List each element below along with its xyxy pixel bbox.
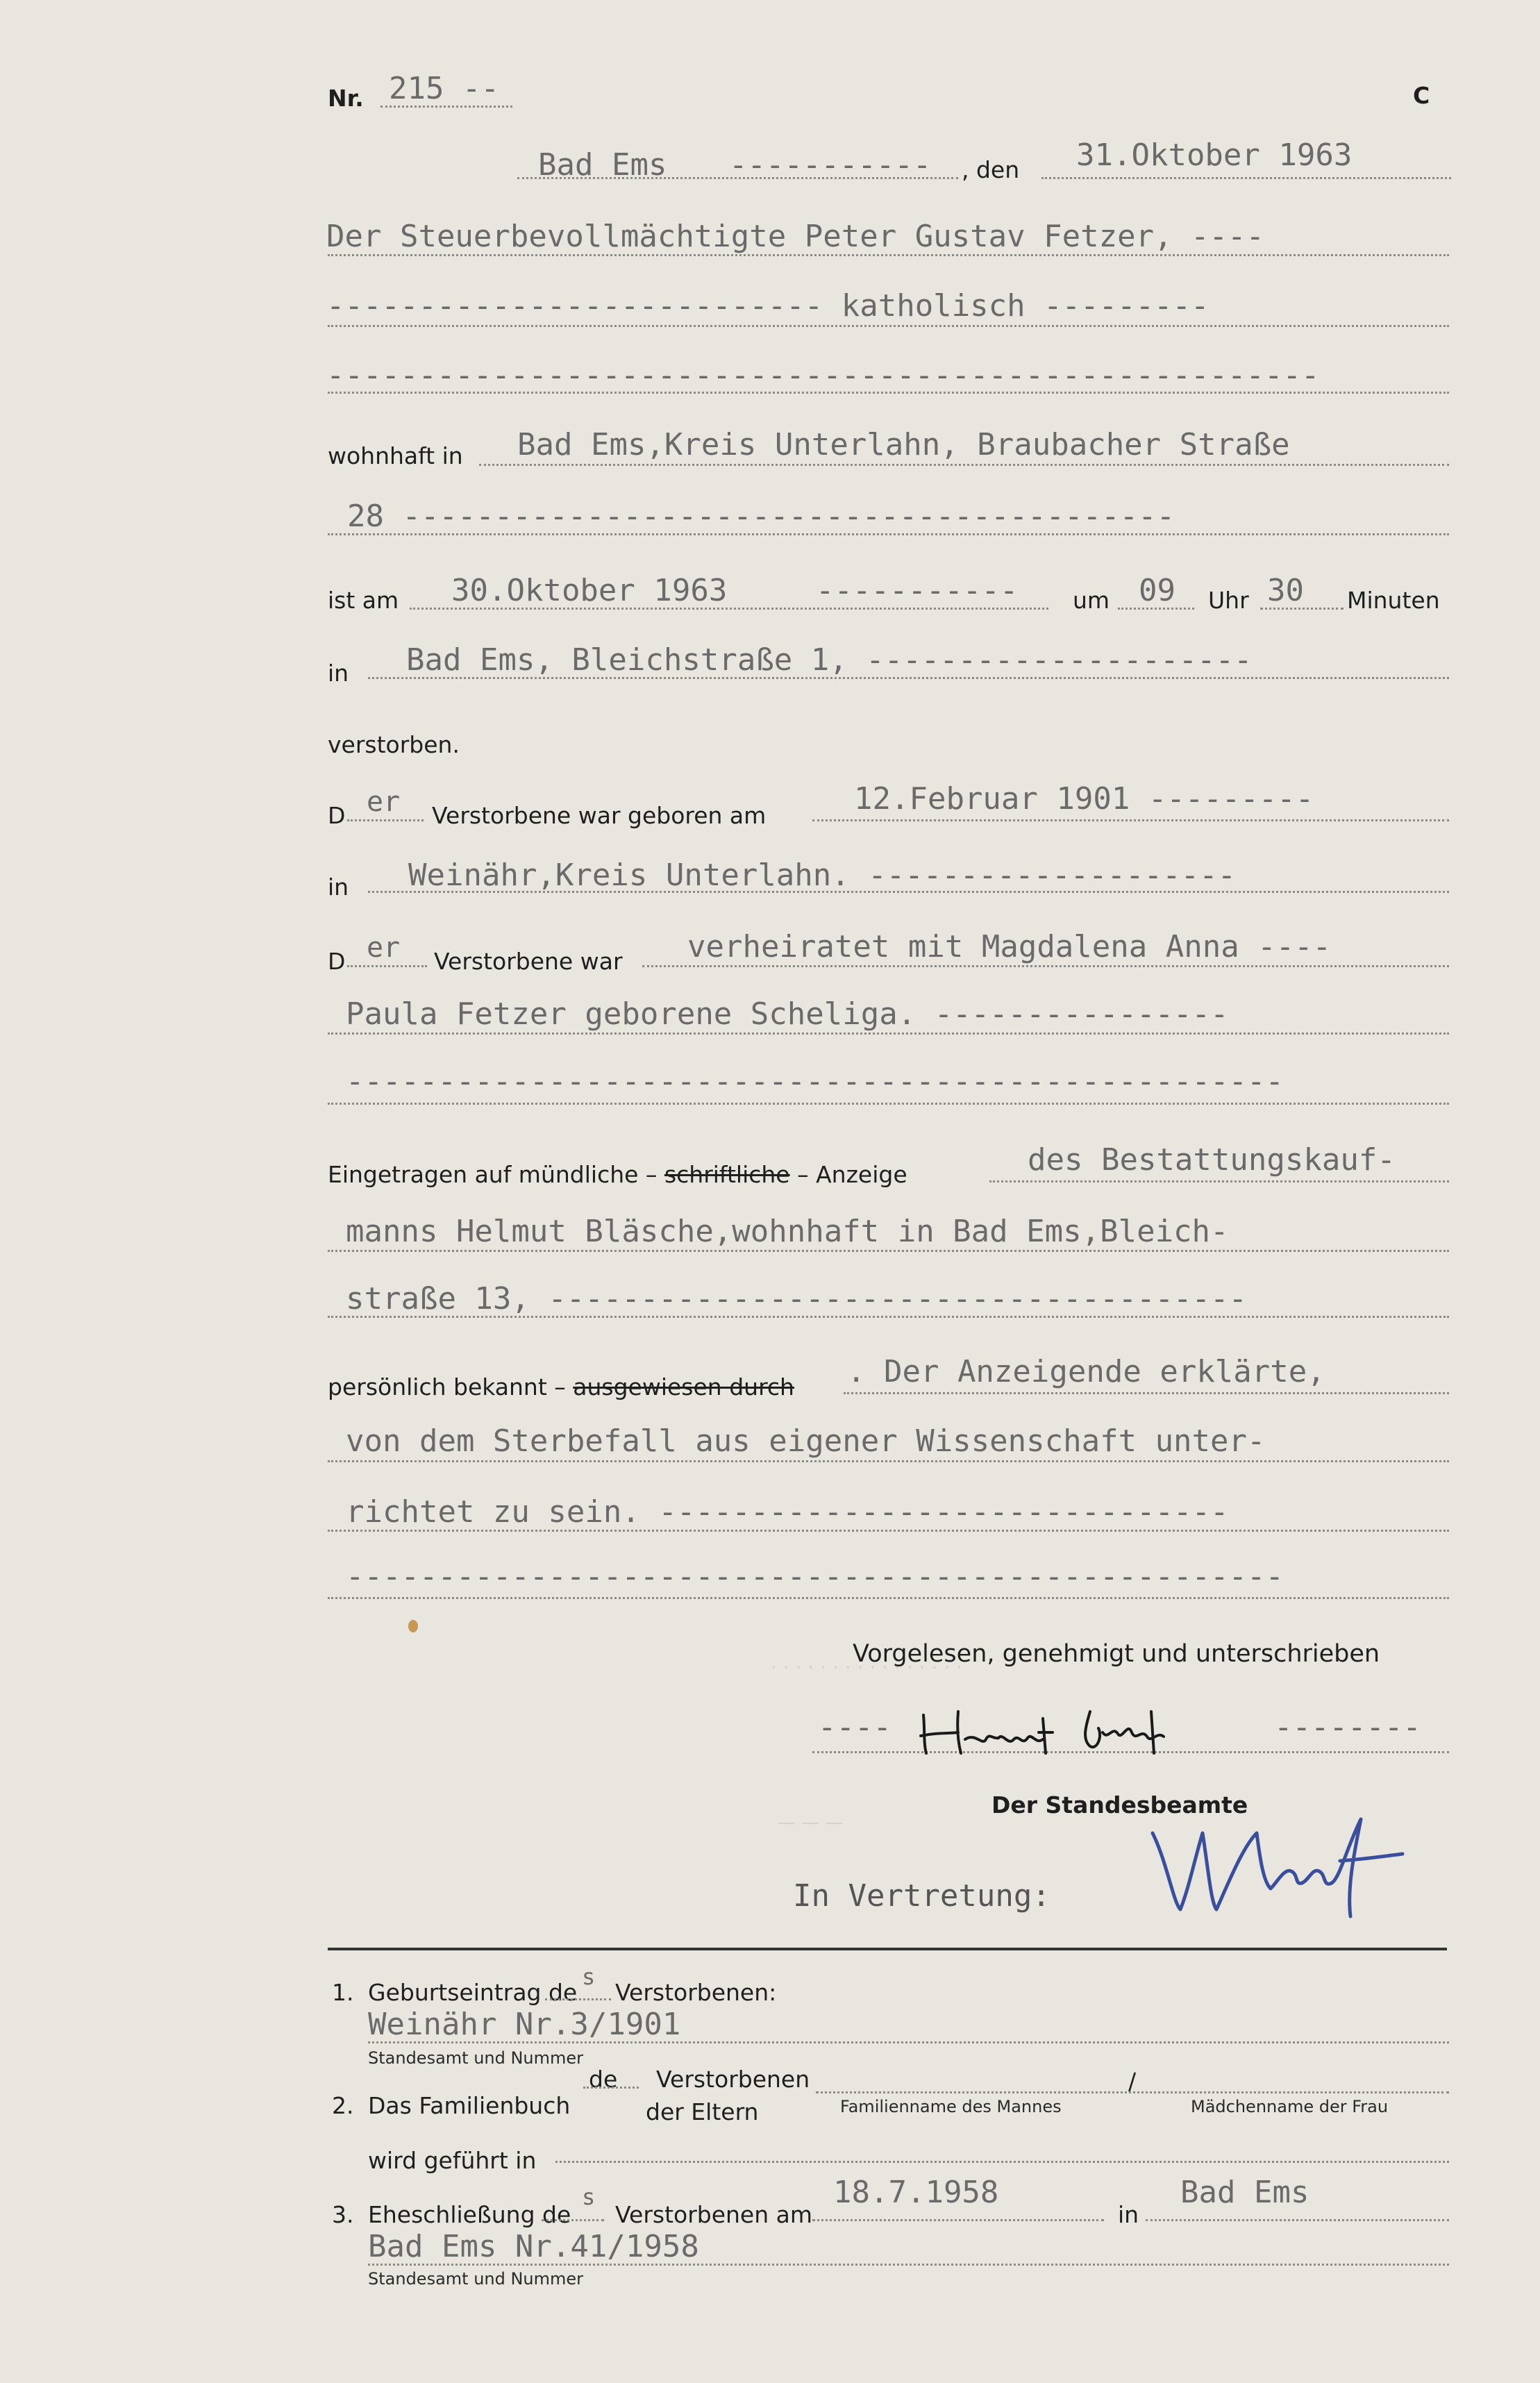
registered-label-part-1: Eingetragen auf mündliche – [328,1161,658,1188]
registered-label [328,1161,907,1188]
death-date-dashes: ----------- [816,573,1019,608]
known-line-4: --------------------------------------------------- [346,1559,1284,1594]
note-3-value: Bad Ems Nr.41/1958 [368,2229,699,2264]
known-line-3: richtet zu sein. ------------------------------- [346,1494,1229,1530]
in-label: in [328,660,349,687]
dotted-line [328,392,1449,394]
known-label-part-1: persönlich bekannt – [328,1373,566,1400]
ist-am-label: ist am [328,587,399,614]
place-of-record: Bad Ems [538,147,667,183]
registered-label-struck: schriftliche [664,1161,790,1188]
note-3-label-a: Eheschließung de [368,2201,571,2228]
signature-dashes-left: ---- [818,1709,892,1745]
note-3-label-b: Verstorbenen am [615,2201,813,2228]
note-2-caption-frau: Mädchenname der Frau [1191,2097,1389,2116]
dotted-line [328,254,1449,256]
note-2-number: 2. [332,2092,354,2119]
record-date: 31.Oktober 1963 [1076,137,1353,173]
registrar-signature [1139,1805,1486,1923]
uhr-label: Uhr [1208,587,1249,614]
marital-line-2: Paula Fetzer geborene Scheliga. ---------------- [346,996,1229,1032]
signature-dashes-right: -------- [1274,1709,1421,1745]
note-2-slash: / [1128,2068,1137,2095]
note-1-value: Weinähr Nr.3/1901 [368,2007,681,2042]
section-divider [328,1948,1447,1950]
vorgelesen-text: Vorgelesen, genehmigt und unterschrieben [853,1640,1380,1668]
marital-label: Verstorbene war [434,948,623,975]
note-2-verstorbenen: Verstorbenen [656,2066,810,2093]
birth-d-label: D [328,802,346,829]
minuten-label: Minuten [1347,587,1440,614]
dotted-line [368,2264,1449,2266]
um-label: um [1073,587,1110,614]
known-label-struck: ausgewiesen durch [573,1373,794,1400]
note-1-caption: Standesamt und Nummer [368,2048,584,2068]
registered-line-1: des Bestattungskauf- [1028,1142,1396,1178]
dotted-line [328,1032,1449,1035]
registered-line-3: straße 13, -------------------------------------- [346,1281,1248,1316]
note-3-caption: Standesamt und Nummer [368,2269,584,2289]
note-1-suffix: s [582,1964,596,1990]
registered-line-2: manns Helmut Bläsche,wohnhaft in Bad Ems,Bleich- [346,1214,1229,1249]
stain-mark [408,1620,418,1632]
note-1-label-a: Geburtseintrag de [368,1979,578,2006]
dotted-line [328,533,1449,535]
nr-label: Nr. [328,85,364,112]
residence-line-2: 28 ------------------------------------------ [347,499,1175,534]
note-1-number: 1. [332,1979,354,2006]
dotted-line [812,2219,1104,2221]
dotted-line [347,965,427,967]
nr-value: 215 -- [389,71,499,106]
dotted-line [844,1392,1449,1394]
dotted-line [642,965,1449,967]
note-3-place: Bad Ems [1180,2175,1309,2210]
dotted-line [347,819,424,821]
declarant-line-2: --------------------------- katholisch --------- [326,288,1210,324]
note-3-date: 18.7.1958 [833,2175,999,2210]
bleed-through-text: — — — [778,1812,844,1833]
marital-d-label: D [328,948,346,975]
place-dashes: ----------- [729,147,932,183]
dotted-line [479,464,1449,466]
note-2-caption-mann: Familienname des Mannes [840,2097,1062,2116]
note-3-in: in [1118,2201,1139,2228]
note-2-eltern: der Eltern [646,2098,759,2125]
den-label: , den [962,156,1020,183]
dotted-line [328,325,1449,327]
dotted-line [1146,2219,1449,2221]
dotted-line [328,1316,1449,1318]
registered-label-part-2: – Anzeige [797,1161,907,1188]
residence-label: wohnhaft in [328,442,463,469]
dotted-line [328,1530,1449,1532]
dotted-line [328,1460,1449,1462]
born-label: Verstorbene war geboren am [432,802,767,829]
note-2-label: Das Familienbuch [368,2092,571,2119]
declarant-line-1: Der Steuerbevollmächtigte Peter Gustav Fetzer, ---- [326,219,1265,254]
note-3-suffix: s [582,2184,596,2210]
note-1-label-b: Verstorbenen: [615,1979,777,2006]
note-2-gefuehrt: wird geführt in [368,2147,537,2174]
verstorben-label: verstorben. [328,731,460,758]
standesbeamte-label: Der Standesbeamte [991,1791,1248,1818]
declarant-line-3: ------------------------------------------------------ [326,358,1320,393]
birth-d-suffix: er [367,786,401,818]
dotted-line [545,1998,611,2000]
death-place: Bad Ems, Bleichstraße 1, --------------------- [406,642,1253,678]
known-label [328,1373,794,1400]
dotted-line [328,1597,1449,1599]
death-hour: 09 [1139,573,1175,608]
informant-signature [917,1698,1264,1760]
dotted-line [1041,177,1451,179]
dotted-line [328,1250,1449,1252]
dotted-line [368,2041,1449,2043]
series-letter: C [1413,82,1430,109]
birth-date: 12.Februar 1901 --------- [854,781,1314,817]
birth-place: Weinähr,Kreis Unterlahn. -------------------- [408,858,1237,893]
marital-line-1: verheiratet mit Magdalena Anna ---- [687,929,1332,964]
dotted-line [555,2161,1449,2163]
known-line-1: . Der Anzeigende erklärte, [847,1354,1325,1389]
birth-in-label: in [328,873,349,901]
dotted-line [989,1180,1449,1182]
vertretung-label: In Vertretung: [793,1878,1051,1914]
dotted-line [328,1103,1449,1105]
marital-d-suffix: er [367,932,401,964]
note-2-de: de [589,2066,618,2093]
note-3-number: 3. [332,2201,354,2228]
known-line-2: von dem Sterbefall aus eigener Wissenschaft unter- [346,1423,1266,1459]
death-minutes: 30 [1267,573,1304,608]
dotted-line [583,2087,639,2089]
dotted-line [542,2219,604,2221]
death-date: 30.Oktober 1963 [451,573,728,608]
residence-line-1: Bad Ems,Kreis Unterlahn, Braubacher Straße [517,427,1290,462]
marital-line-3: --------------------------------------------------- [346,1064,1284,1099]
bleed-through-text: · · · · · · · · · · · · · · · · [771,1656,962,1679]
dotted-line [812,819,1449,821]
